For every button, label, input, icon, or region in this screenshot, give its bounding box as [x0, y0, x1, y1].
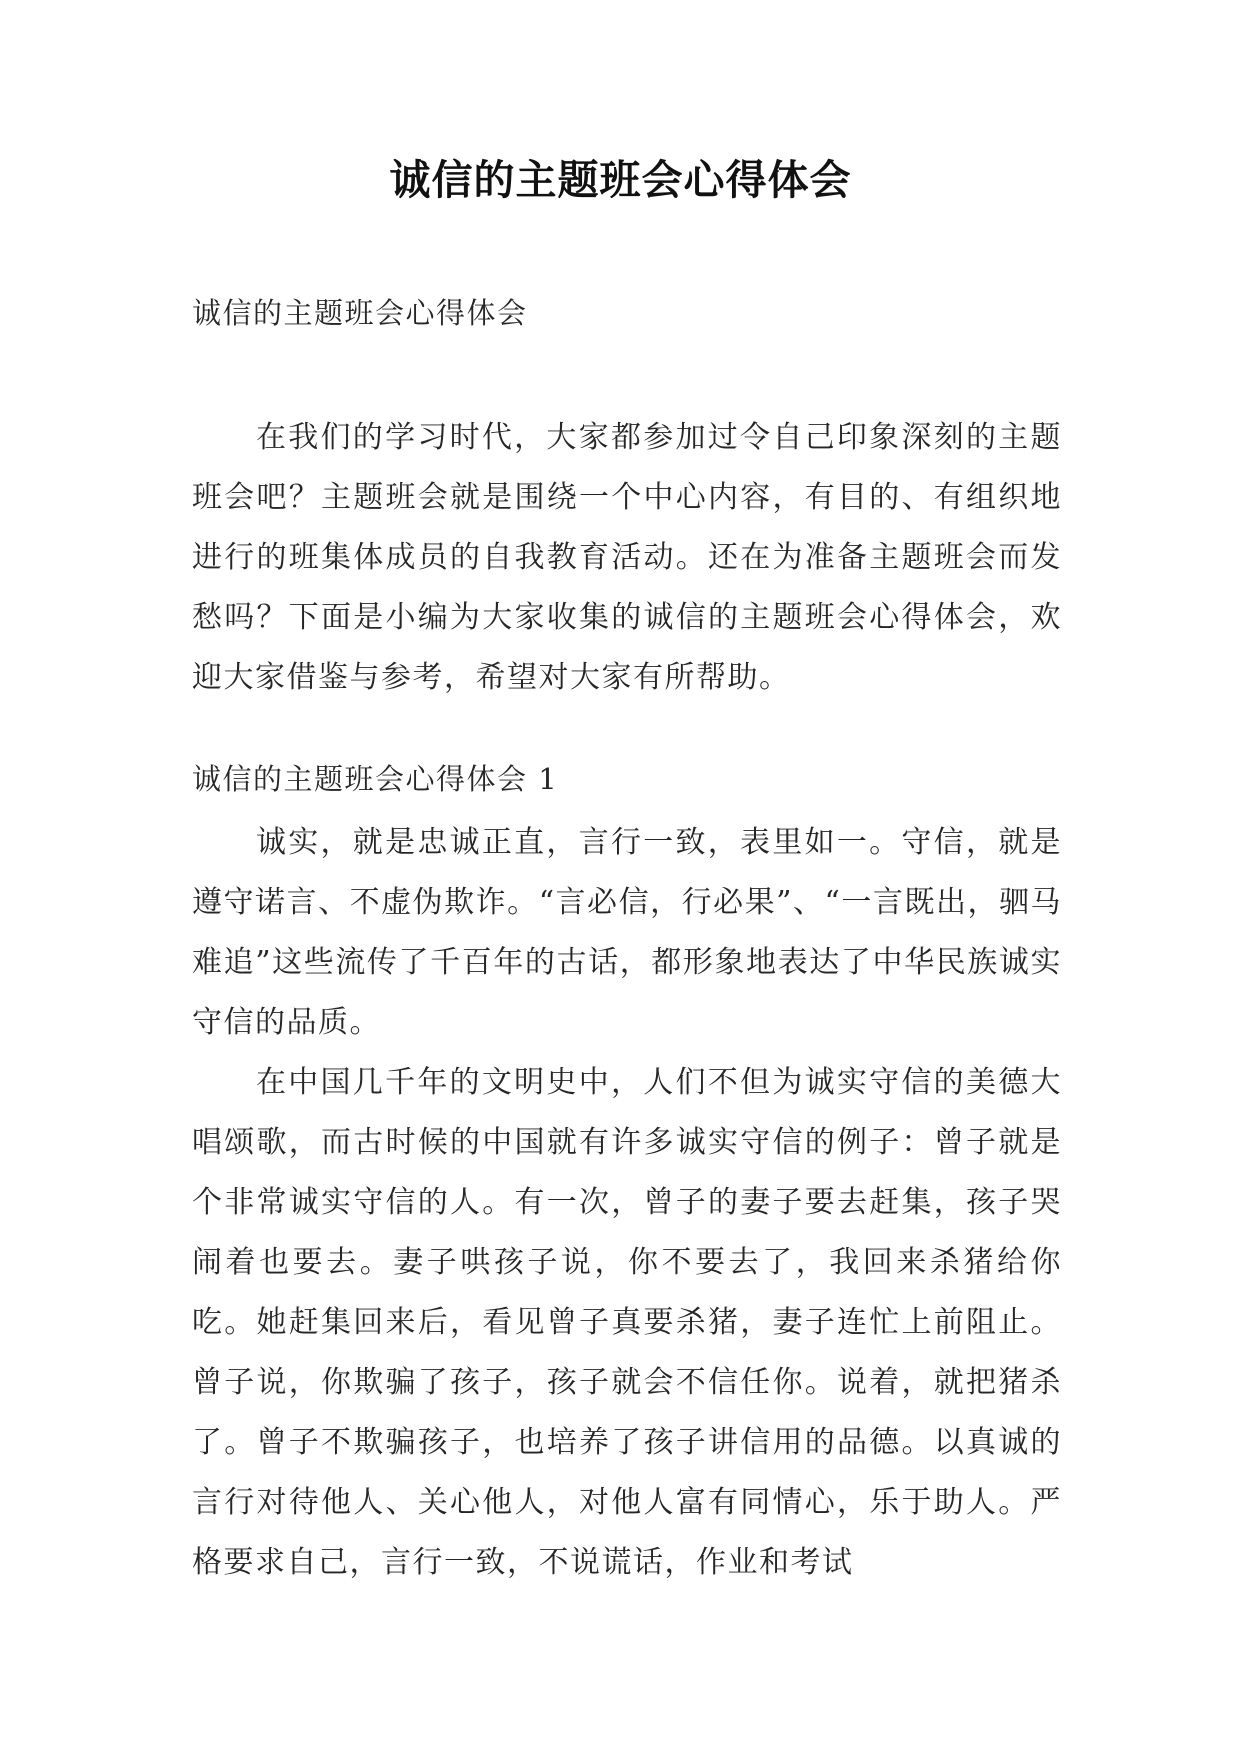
document-subtitle: 诚信的主题班会心得体会	[192, 296, 528, 330]
body-paragraph: 在中国几千年的文明史中，人们不但为诚实守信的美德大唱颂歌，而古时候的中国就有许多诚实守信的例子：曾子就是个非常诚实守信的人。有一次，曾子的妻子要去赶集，孩子哭闹着也要去。妻子哄孩子说，你不要去了，我回来杀猪给你吃。她赶集回来后，看见曾子真要杀猪，妻子连忙上前阻止。曾子说，你欺骗了孩子，孩子就会不信任你。说着，就把猪杀了。曾子不欺骗孩子，也培养了孩子讲信用的品德。以真诚的言行对待他人、关心他人，对他人富有同情心，乐于助人。严格要求自己，言行一致，不说谎话，作业和考试	[192, 1065, 1062, 1580]
body-paragraph: 诚实，就是忠诚正直，言行一致，表里如一。守信，就是遵守诺言、不虚伪欺诈。“言必信，行必果”、“一言既出，驷马难追”这些流传了千百年的古话，都形象地表达了中华民族诚实守信的品质。	[192, 825, 1062, 1040]
section-body	[192, 813, 1062, 1593]
document-title: 诚信的主题班会心得体会	[389, 156, 852, 204]
section-heading: 诚信的主题班会心得体会 1	[192, 762, 559, 796]
intro-paragraph: 在我们的学习时代，大家都参加过令自己印象深刻的主题班会吧？主题班会就是围绕一个中心内容，有目的、有组织地进行的班集体成员的自我教育活动。还在为准备主题班会而发愁吗？下面是小编为大家收集的诚信的主题班会心得体会，欢迎大家借鉴与参考，希望对大家有所帮助。	[192, 420, 1062, 695]
